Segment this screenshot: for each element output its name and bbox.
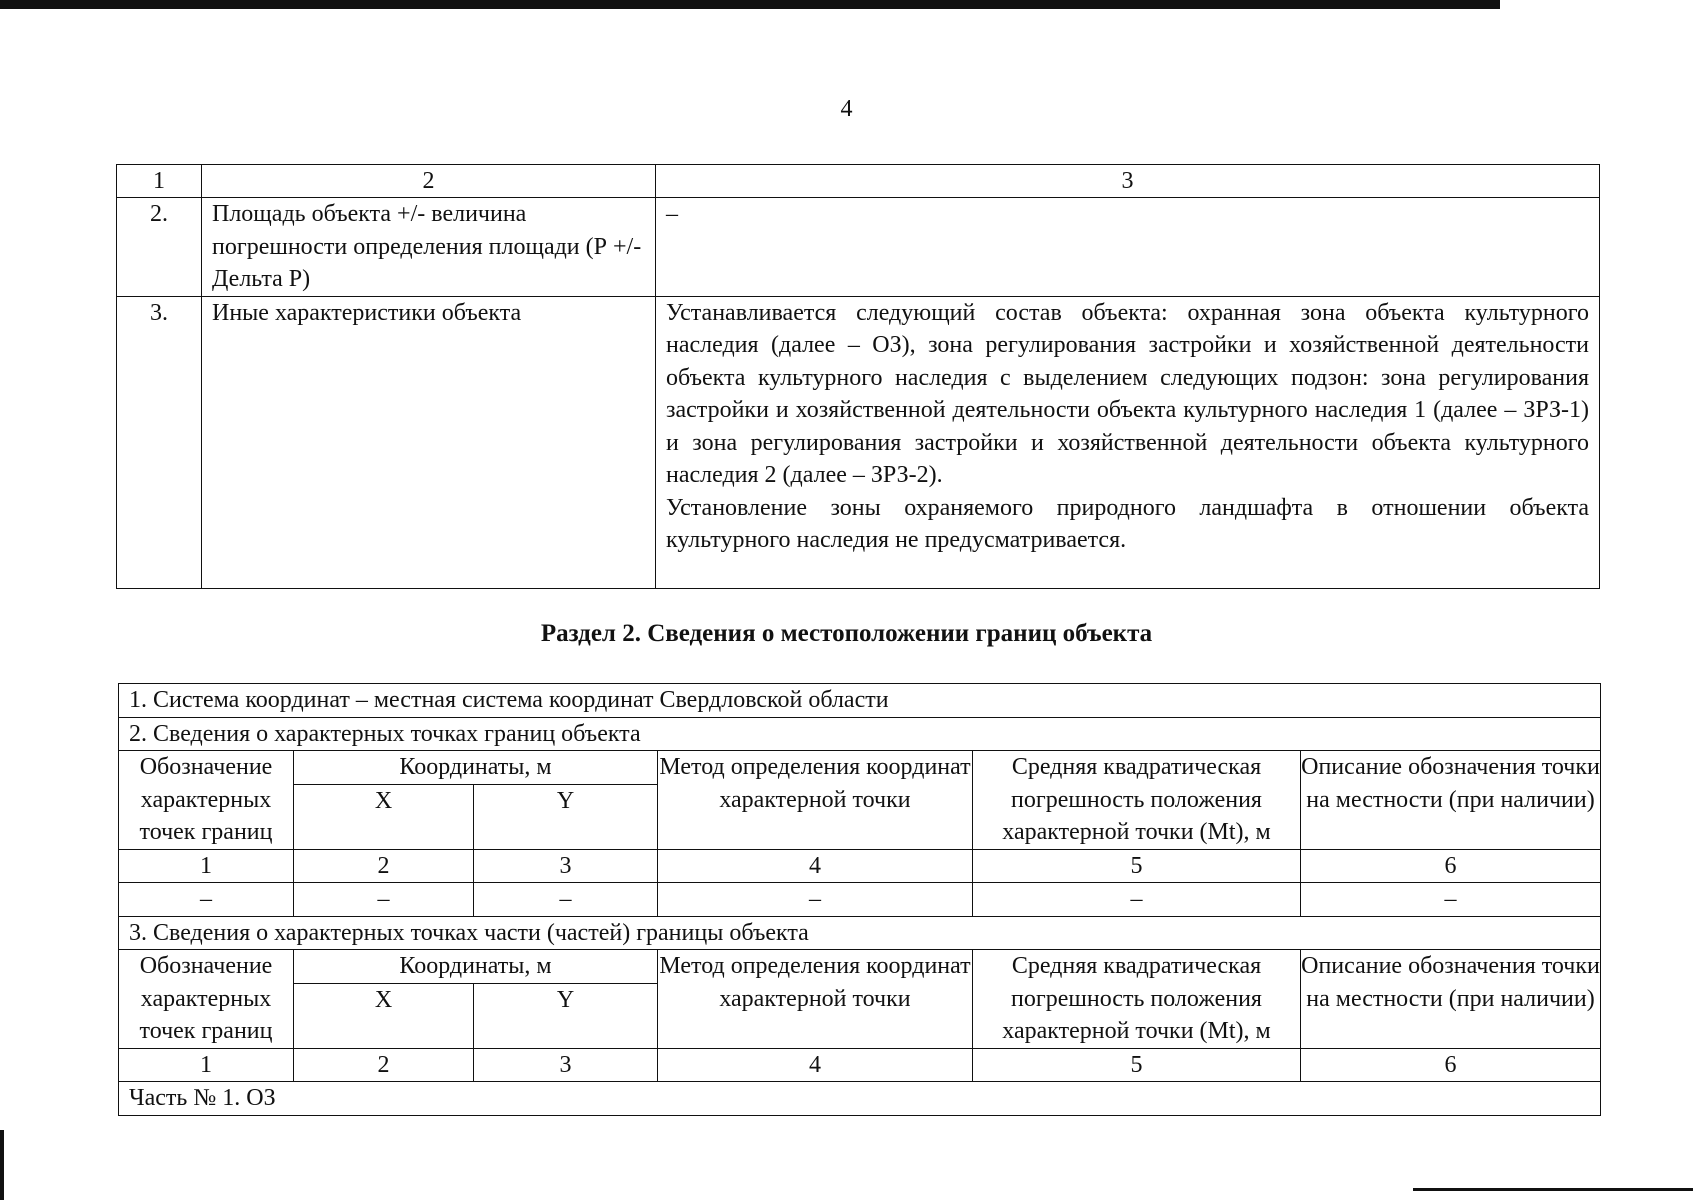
table-row [117, 198, 1600, 297]
scan-bottom-line [1413, 1188, 1693, 1191]
x-header: X [294, 983, 474, 1048]
column-number: 5 [973, 1048, 1301, 1082]
boundaries-table [118, 683, 1601, 1116]
column-number: 5 [973, 849, 1301, 883]
characteristics-table [116, 164, 1600, 589]
row-number: 3. [117, 296, 202, 588]
x-header: X [294, 784, 474, 849]
column-number: 4 [658, 849, 973, 883]
column-number: 1 [119, 1048, 294, 1082]
parts-title-cell: 3. Сведения о характерных точках части (частей) границы объекта [119, 916, 1601, 950]
row-label: Иные характеристики объекта [202, 296, 656, 588]
section-title: Раздел 2. Сведения о местоположении границ объекта [540, 620, 1153, 647]
column-number: 3 [474, 849, 658, 883]
page-number: 4 [840, 96, 853, 122]
columns-header-row [119, 751, 1601, 785]
column-number: 3 [474, 1048, 658, 1082]
table-row [117, 296, 1600, 588]
row-value [656, 296, 1600, 588]
value-text: – [666, 201, 678, 227]
column-number: 6 [1301, 1048, 1601, 1082]
header-cell: 2 [202, 165, 656, 198]
column-number: 6 [1301, 849, 1601, 883]
coord-system-row [119, 684, 1601, 718]
part-row [119, 1082, 1601, 1116]
method-header: Метод определения координат характерной точки [658, 751, 973, 850]
empty-cell: – [474, 883, 658, 917]
row-value [656, 198, 1600, 297]
column-number: 4 [658, 1048, 973, 1082]
error-header: Средняя квадратическая погрешность положения характерной точки (Mt), м [973, 950, 1301, 1049]
designation-header: Обозначение характерных точек границ [119, 950, 294, 1049]
header-cell: 1 [117, 165, 202, 198]
empty-cell: – [294, 883, 474, 917]
column-numbers-row [119, 849, 1601, 883]
designation-header: Обозначение характерных точек границ [119, 751, 294, 850]
empty-cell: – [658, 883, 973, 917]
row-label: Площадь объекта +/- величина погрешности определения площади (Р +/- Дельта Р) [202, 198, 656, 297]
header-cell: 3 [656, 165, 1600, 198]
coord-system-cell: 1. Система координат – местная система координат Свердловской области [119, 684, 1601, 718]
description-header: Описание обозначения точки на местности (при наличии) [1301, 950, 1601, 1049]
row-number: 2. [117, 198, 202, 297]
part-label-cell: Часть № 1. ОЗ [119, 1082, 1601, 1116]
empty-cell: – [1301, 883, 1601, 917]
table-header-row [117, 165, 1600, 198]
scan-top-border [0, 0, 1500, 9]
method-header: Метод определения координат характерной точки [658, 950, 973, 1049]
empty-cell: – [973, 883, 1301, 917]
description-header: Описание обозначения точки на местности (при наличии) [1301, 751, 1601, 850]
column-numbers-row [119, 1048, 1601, 1082]
column-number: 2 [294, 849, 474, 883]
points-title-row [119, 717, 1601, 751]
columns-header-row [119, 950, 1601, 984]
value-paragraph: Устанавливается следующий состав объекта: охранная зона объекта культурного наследия (далее – ОЗ), зона регулирования застройки и хозяйственной деятельности объекта культурного наследия с выделением следующих подзон: зона регулирования застройки и хозяйственной деятельности объекта культурного наследия 1 (далее – ЗРЗ-1) и зона регулирования застройки и хозяйственной деятельности объекта культурного наследия 2 (далее – ЗРЗ-2). [666, 299, 1589, 488]
parts-title-row [119, 916, 1601, 950]
column-number: 1 [119, 849, 294, 883]
column-number: 2 [294, 1048, 474, 1082]
value-paragraph: Установление зоны охраняемого природного ландшафта в отношении объекта культурного наследия не предусматривается. [666, 494, 1589, 553]
error-header: Средняя квадратическая погрешность положения характерной точки (Mt), м [973, 751, 1301, 850]
coords-header: Координаты, м [294, 950, 658, 984]
y-header: Y [474, 983, 658, 1048]
points-title-cell: 2. Сведения о характерных точках границ объекта [119, 717, 1601, 751]
y-header: Y [474, 784, 658, 849]
scan-left-edge [0, 1130, 4, 1200]
empty-data-row [119, 883, 1601, 917]
empty-cell: – [119, 883, 294, 917]
coords-header: Координаты, м [294, 751, 658, 785]
